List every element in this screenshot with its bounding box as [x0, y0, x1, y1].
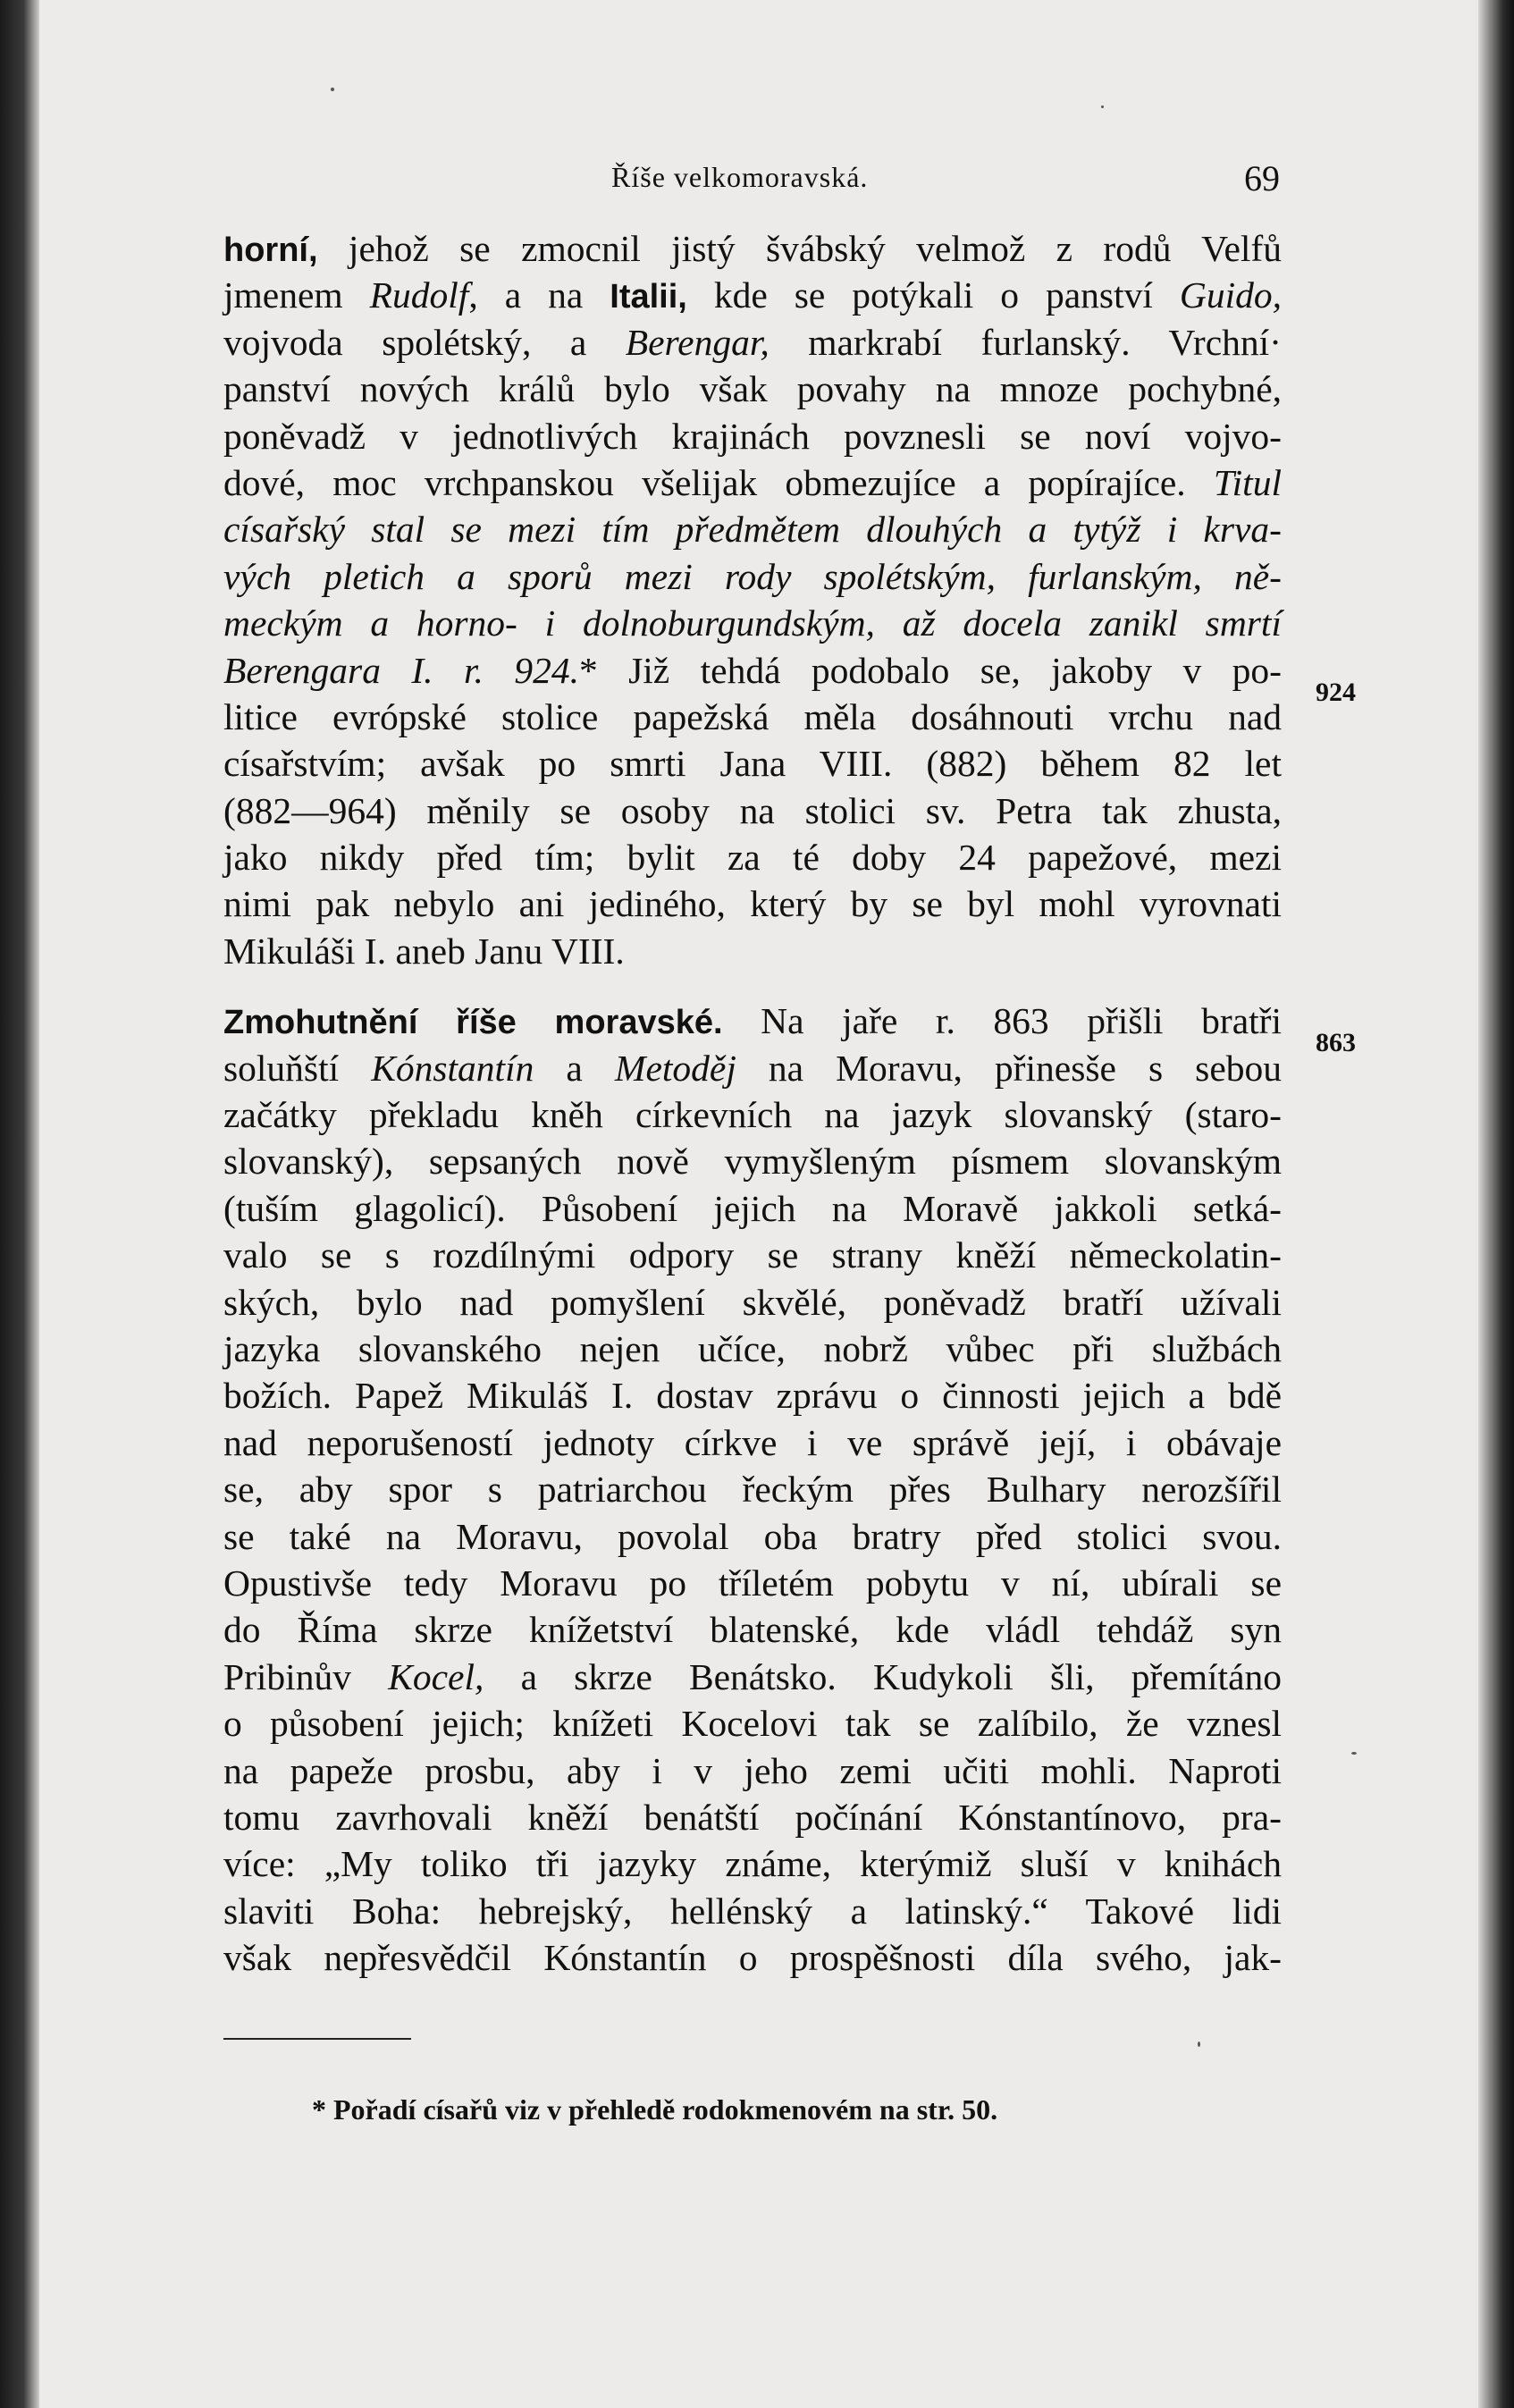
text-run: jehož se zmocnil jistý švábský velmož z rodů Velfů [317, 228, 1282, 269]
inline-heading: Italii, [610, 278, 687, 316]
text-run: a [534, 1047, 615, 1089]
text-line: Opustivše tedy Moravu po tříletém pobytu v ní, ubírali se [223, 1562, 1282, 1604]
text-line: začátky překladu kněh církevních na jazyk slovanský (staro- [223, 1094, 1282, 1136]
text-line [223, 647, 1282, 694]
text-run: kde se potýkali o panství [686, 274, 1180, 316]
text-line: meckým a horno- i dolnoburgundským, až docela zanikl smrtí [223, 602, 1282, 644]
text-line: (tuším glagolicí). Působení jejich na Moravě jakkoli setká- [223, 1187, 1282, 1229]
italic-run: Berengar, [625, 321, 770, 363]
text-line [223, 272, 1282, 318]
text-line: tomu zavrhovali kněží benátští počínání Kónstantínovo, pra- [223, 1796, 1282, 1838]
text-run: na Moravu, přinesše s sebou [736, 1047, 1282, 1089]
text-line [223, 1045, 1282, 1091]
text-run: a skrze Benátsko. Kudykoli šli, přemítáno [484, 1655, 1282, 1697]
page-number: 69 [1244, 158, 1280, 198]
text-run: dové, moc vrchpanskou všelijak obmezujíce a popírajíce. [223, 461, 1214, 503]
text-line: do Říma skrze knížetství blatenské, kde vládl tehdáž syn [223, 1609, 1282, 1651]
book-page [39, 0, 1478, 2408]
margin-year-924: 924 [1316, 678, 1356, 707]
text-line: litice evrópské stolice papežská měla dosáhnouti vrchu nad [223, 695, 1282, 737]
page-edge-right [1478, 0, 1514, 2408]
text-run: Na jaře r. 863 přišli bratři [722, 1000, 1282, 1042]
italic-run: Rudolf [369, 274, 469, 316]
text-line: vých pletich a sporů mezi rody spolétským, furlanským, ně- [223, 555, 1282, 597]
text-run: markrabí furlanský. Vrchní· [769, 321, 1282, 363]
text-line: císařstvím; avšak po smrti Jana VIII. (882) během 82 let [223, 743, 1282, 785]
text-line: Mikuláši I. aneb Janu VIII. [223, 930, 625, 972]
italic-run: Titul [1213, 461, 1282, 503]
text-line [223, 998, 1282, 1044]
paragraph-gap [223, 974, 1282, 998]
text-line: valo se s rozdílnými odpory se strany kněží německolatin- [223, 1234, 1282, 1276]
text-line: se také na Moravu, povolal oba bratry před stolici svou. [223, 1515, 1282, 1557]
text-line [223, 319, 1282, 366]
text-line: nimi pak nebylo ani jediného, který by se byl mohl vyrovnati [223, 883, 1282, 925]
text-line: božích. Papež Mikuláš I. dostav zprávu o činnosti jejich a bdě [223, 1375, 1282, 1417]
italic-run: Guido, [1179, 274, 1282, 316]
text-line: však nepřesvědčil Kónstantín o prospěšnosti díla svého, jak- [223, 1937, 1282, 1979]
paper-speck [1198, 2042, 1200, 2047]
text-line: o působení jejich; knížeti Kocelovi tak se zalíbilo, že vznesl [223, 1703, 1282, 1745]
text-line: na papeže prosbu, aby i v jeho zemi učiti mohli. Naproti [223, 1749, 1282, 1791]
text-line [223, 1654, 1282, 1700]
paper-speck [331, 88, 334, 91]
text-run: jmenem [223, 274, 370, 316]
text-line: poněvadž v jednotlivých krajinách povznesli se noví vojvo- [223, 415, 1282, 457]
section-heading: Zmohutnění říše moravské. [223, 1004, 723, 1042]
text-run: Pribinův [223, 1655, 389, 1697]
paper-speck [1351, 1752, 1357, 1755]
italic-run: Kónstantín [371, 1047, 534, 1089]
text-run: soluňští [223, 1047, 372, 1089]
paper-speck [1101, 105, 1104, 108]
margin-year-863: 863 [1316, 1028, 1356, 1057]
italic-run: Kocel, [388, 1655, 484, 1697]
italic-run: Berengara I. r. 924. [223, 649, 579, 691]
italic-run: Metoděj [614, 1047, 736, 1089]
text-line: více: „My toliko tři jazyky známe, kterýmiž sluší v knihách [223, 1843, 1282, 1885]
text-line [223, 225, 1282, 272]
text-line: ských, bylo nad pomyšlení skvělé, poněvadž bratří užívali [223, 1281, 1282, 1323]
page-edge-left [0, 0, 39, 2408]
text-run: , a na [468, 274, 610, 316]
text-line: (882—964) měnily se osoby na stolici sv. Petra tak zhusta, [223, 789, 1282, 831]
text-line: panství nových králů bylo však povahy na mnoze pochybné, [223, 368, 1282, 410]
inline-heading: horní, [223, 232, 318, 269]
text-line: nad neporušeností jednoty církve i ve správě její, i obávaje [223, 1421, 1282, 1463]
text-run: * Již tehdá podobalo se, jakoby v po- [578, 649, 1282, 691]
footnote-rule [223, 2038, 411, 2040]
footnote: * Pořadí císařů viz v přehledě rodokmenovém na str. 50. [312, 2093, 998, 2126]
running-head: Říše velkomoravská. [611, 161, 869, 193]
text-line: císařský stal se mezi tím předmětem dlouhých a tytýž i krva- [223, 509, 1282, 551]
text-line: slaviti Boha: hebrejský, hellénský a latinský.“ Takové lidi [223, 1890, 1282, 1932]
text-line: slovanský), sepsaných nově vymyšleným písmem slovanským [223, 1141, 1282, 1183]
text-run: vojvoda spolétský, a [223, 321, 626, 363]
text-line: se, aby spor s patriarchou řeckým přes Bulhary nerozšířil [223, 1469, 1282, 1511]
main-text [223, 225, 1282, 1981]
text-line: jazyka slovanského nejen učíce, nobrž vůbec při službách [223, 1327, 1282, 1369]
text-line [223, 459, 1282, 506]
text-line: jako nikdy před tím; bylit za té doby 24 papežové, mezi [223, 837, 1282, 879]
